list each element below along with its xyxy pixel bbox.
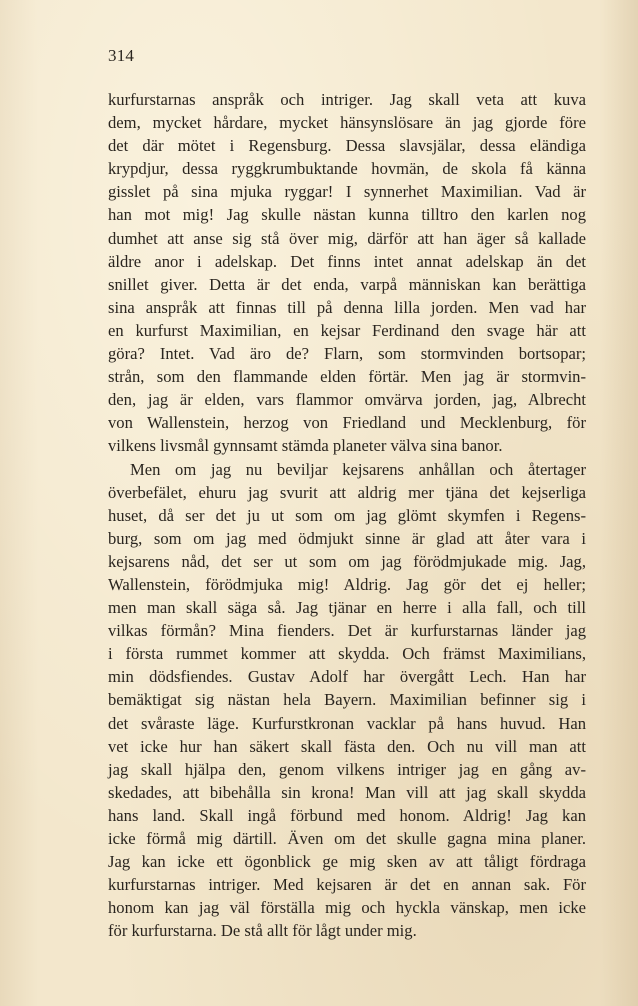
text-line: burg, som om jag med ödmjukt sinne är glad att åter vara i	[108, 528, 586, 548]
page-number: 314	[108, 46, 135, 65]
text-line: kurfurstarnas anspråk och intriger. Jag skall veta att kuva	[108, 90, 586, 109]
text-line: Wallenstein, förödmjuka mig! Aldrig. Jag gör det ej heller;	[108, 574, 586, 594]
text-line: vilkas förmån? Mina fienders. Det är kurfurstarnas länder jag	[108, 621, 586, 641]
paragraph	[108, 458, 586, 943]
text-line: hans land. Skall ingå förbund med honom. Aldrig! Jag kan	[108, 805, 586, 825]
text-line: en kurfurst Maximilian, en kejsar Ferdinand den svage här att	[108, 320, 586, 340]
text-line: för kurfurstarna. De stå allt för lågt under mig.	[108, 921, 417, 941]
text-line: överbefälet, ehuru jag svurit att aldrig mer tjäna det kejserliga	[108, 482, 586, 502]
text-line: min dödsfiendes. Gustav Adolf har övergått Lech. Han har	[108, 667, 586, 687]
text-line: krypdjur, dessa ryggkrumbuktande hovmän, de skola få känna	[108, 159, 586, 179]
text-line: Men om jag nu beviljar kejsarens anhållan och återtager	[130, 459, 586, 479]
text-line: men man skall säga så. Jag tjänar en herre i alla fall, och till	[108, 598, 586, 618]
text-line: strån, som den flammande elden förtär. Men jag är stormvin-	[108, 367, 586, 387]
text-line: sina anspråk att finnas till på denna lilla jorden. Men vad har	[108, 297, 586, 317]
text-line: gisslet på sina mjuka ryggar! I synnerhet Maximilian. Vad är	[108, 182, 586, 202]
text-line: icke förmå mig därtill. Även om det skulle gagna mina planer.	[108, 829, 586, 848]
body-text	[108, 88, 586, 942]
text-line: han mot mig! Jag skulle nästan kunna tilltro den karlen nog	[108, 205, 586, 225]
text-line: skedades, att bibehålla sin krona! Man vill att jag skall skydda	[108, 782, 586, 802]
text-line: dumhet att anse sig stå över mig, därför att han äger så kallade	[108, 228, 586, 248]
text-line: det svåraste läge. Kurfurstkronan vacklar på hans huvud. Han	[108, 713, 586, 733]
text-line: Jag kan icke ett ögonblick ge mig sken av att tåligt fördraga	[108, 852, 586, 872]
text-line: von Wallenstein, herzog von Friedland und Mecklenburg, för	[108, 413, 586, 433]
text-line: göra? Intet. Vad äro de? Flarn, som stormvinden bortsopar;	[108, 344, 586, 364]
text-line: kejsarens nåd, det ser ut som om jag förödmjukade mig. Jag,	[108, 551, 586, 571]
text-line: den, jag är elden, vars flammor omvärva jorden, jag, Albrecht	[108, 390, 586, 410]
text-line: det där mötet i Regensburg. Dessa slavsjälar, dessa eländiga	[108, 136, 586, 156]
text-line: huset, då ser det ju ut som om jag glömt skymfen i Regens-	[108, 505, 586, 525]
text-line: bemäktigat sig nästan hela Bayern. Maximilian befinner sig i	[108, 690, 586, 710]
text-line: honom kan jag väl förställa mig och hyckla vänskap, men icke	[108, 898, 586, 918]
text-line: dem, mycket hårdare, mycket hänsynslösare än jag gjorde före	[108, 113, 586, 133]
text-line: snillet giver. Detta är det enda, varpå människan kan berättiga	[108, 274, 586, 294]
text-line: äldre anor i adelskap. Det finns intet annat adelskap än det	[108, 251, 586, 271]
text-line: vet icke hur han säkert skall fästa den. Och nu vill man att	[108, 736, 586, 756]
text-line: i första rummet kommer att skydda. Och främst Maximilians,	[108, 644, 586, 664]
text-line: jag skall hjälpa den, genom vilkens intriger jag en gång av-	[108, 759, 586, 779]
text-line: vilkens livsmål gynnsamt stämda planeter välva sina banor.	[108, 436, 503, 456]
text-line: kurfurstarnas intriger. Med kejsaren är det en annan sak. För	[108, 875, 586, 895]
paragraph	[108, 88, 586, 458]
